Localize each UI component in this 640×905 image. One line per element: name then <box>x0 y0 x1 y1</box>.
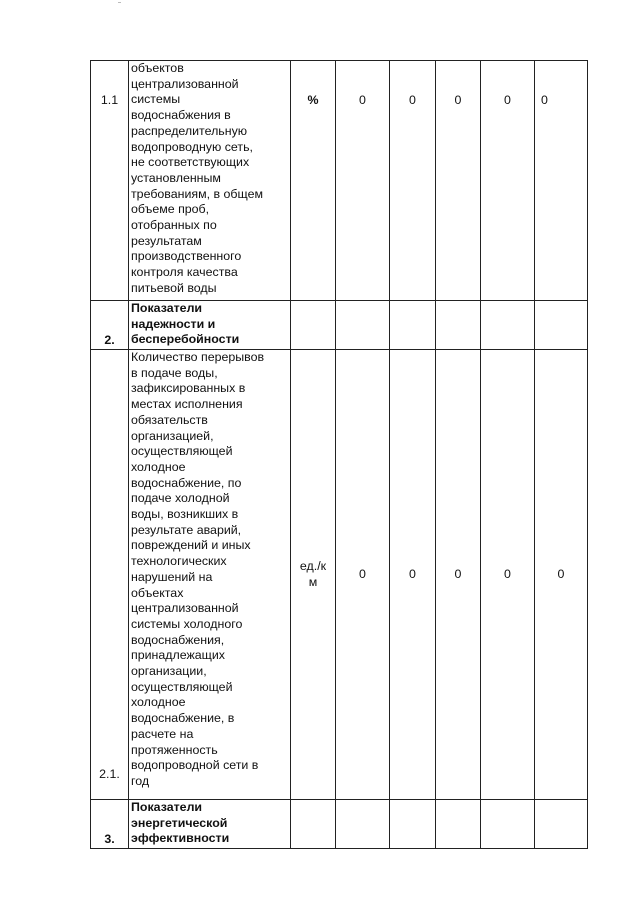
value-cell: 0 <box>481 350 535 800</box>
section-title: Показатели надежности и бесперебойности <box>129 301 291 350</box>
empty-cell <box>336 800 390 849</box>
value-cell: 0 <box>390 350 436 800</box>
empty-cell <box>390 800 436 849</box>
value-cell: 0 <box>336 61 390 301</box>
empty-cell <box>291 301 336 350</box>
empty-cell <box>535 301 588 350</box>
indicator-description: объектов централизованной системы водоснабжения в распределительную водопроводную сеть, не соответствующих установленным требованиям, в общем объеме проб, отобранных по результатам производственного контроля качества питьевой воды <box>129 61 291 301</box>
table-row <box>91 350 588 800</box>
section-number: 3. <box>91 800 129 849</box>
empty-cell <box>436 301 481 350</box>
scan-speck <box>118 2 121 3</box>
value-cell: 0 <box>535 61 588 301</box>
value-cell: 0 <box>535 350 588 800</box>
section-title: Показатели энергетической эффективности <box>129 800 291 849</box>
section-row <box>91 301 588 350</box>
value-cell: 0 <box>336 350 390 800</box>
indicator-description: Количество перерывов в подаче воды, зафиксированных в местах исполнения обязательств организацией, осуществляющей холодное водоснабжение, по подаче холодной воды, возникших в результате аварий, повреждений и иных технологических нарушений на объектах централизованной системы холодного водоснабжения, принадлежащих организации, осуществляющей холодное водоснабжение, в расчете на протяженность водопроводной сети в год <box>129 350 291 800</box>
table-row <box>91 61 588 301</box>
row-number: 2.1. <box>91 350 129 800</box>
section-row <box>91 800 588 849</box>
empty-cell <box>336 301 390 350</box>
empty-cell <box>436 800 481 849</box>
value-cell: 0 <box>436 350 481 800</box>
empty-cell <box>481 301 535 350</box>
section-number: 2. <box>91 301 129 350</box>
value-cell: 0 <box>390 61 436 301</box>
row-number: 1.1 <box>91 61 129 301</box>
value-cell: 0 <box>481 61 535 301</box>
empty-cell <box>291 800 336 849</box>
unit-cell: % <box>291 61 336 301</box>
empty-cell <box>390 301 436 350</box>
empty-cell <box>481 800 535 849</box>
value-cell: 0 <box>436 61 481 301</box>
unit-cell: ед./к м <box>291 350 336 800</box>
indicators-table <box>90 60 588 849</box>
empty-cell <box>535 800 588 849</box>
